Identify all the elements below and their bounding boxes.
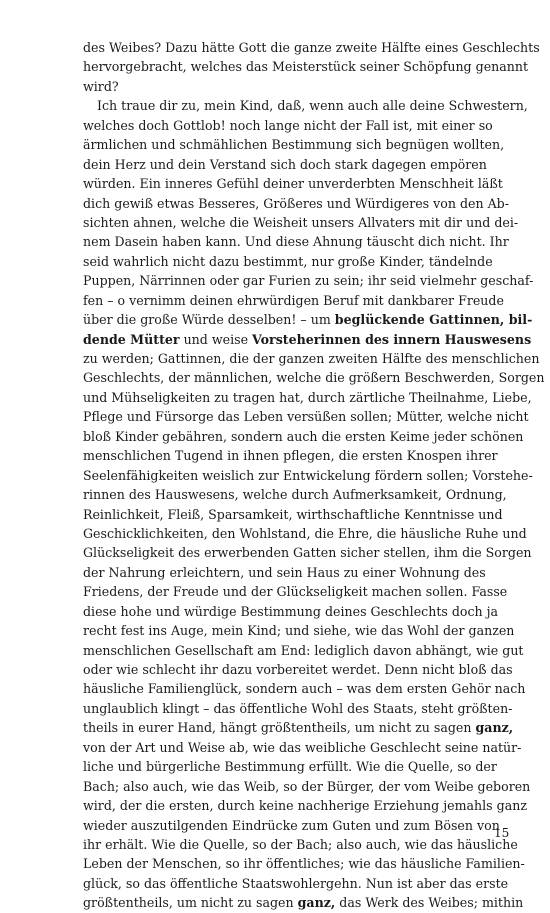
text-line — [83, 194, 510, 213]
text-line — [83, 446, 498, 465]
text-line — [83, 563, 486, 582]
text-segment: der Nahrung erleichtern, und sein Haus zu einer Wohnung des — [83, 564, 486, 580]
text-line — [83, 505, 503, 524]
text-segment: von der Art und Weise ab, wie das weibliche Geschlecht seine natür- — [83, 739, 522, 755]
text-line — [83, 291, 504, 310]
text-segment: häusliche Familienglück, sondern auch – was dem ersten Gehör nach — [83, 681, 526, 697]
text-segment: recht fest ins Auge, mein Kind; und siehe, wie das Wohl der ganzen — [83, 623, 515, 639]
bold-text: ganz, — [297, 895, 336, 911]
text-segment: rinnen des Hauswesens, welche durch Aufmerksamkeit, Ordnung, — [83, 487, 507, 503]
text-segment: menschlichen Tugend in ihnen pflegen, die ersten Knospen ihrer — [83, 448, 498, 464]
text-segment: und weise — [179, 331, 253, 347]
text-segment: des Weibes? Dazu hätte Gott die ganze zweite Hälfte eines Geschlechts — [83, 40, 540, 55]
text-segment: fen – o vernimm deinen ehrwürdigen Beruf mit dankbarer Freude — [83, 292, 504, 308]
text-segment: Geschlechts, der männlichen, welche die größern Beschwerden, Sorgen — [83, 370, 545, 386]
text-line — [83, 757, 497, 776]
text-segment: wieder auszutilgenden Eindrücke zum Guten und zum Bösen von — [83, 817, 500, 833]
text-segment: würden. Ein inneres Gefühl deiner unverderbten Menschheit läßt — [83, 176, 503, 192]
text-line — [83, 738, 522, 757]
text-segment: über die große Würde desselben! – um — [83, 312, 335, 328]
text-line — [83, 388, 532, 407]
text-segment: das Werk des Weibes; mithin — [335, 895, 524, 911]
text-segment: und Mühseligkeiten zu tragen hat, durch zärtliche Theilnahme, Liebe, — [83, 389, 532, 405]
text-segment: liche und bürgerliche Bestimmung erfüllt. Wie die Quelle, so der — [83, 759, 497, 775]
text-line — [83, 796, 527, 815]
text-segment: welches doch Gottlob! noch lange nicht der Fall ist, mit einer so — [83, 117, 493, 133]
text-line — [83, 155, 487, 174]
text-segment: Seelenfähigkeiten weislich zur Entwickelung fördern sollen; Vorstehe- — [83, 467, 533, 483]
text-line — [83, 38, 540, 57]
text-segment: Pflege und Fürsorge das Leben versüßen sollen; Mütter, welche nicht — [83, 409, 529, 425]
text-segment: bloß Kinder gebähren, sondern auch die ersten Keime jeder schönen — [83, 428, 524, 444]
text-line — [83, 718, 514, 737]
text-line — [83, 77, 467, 96]
text-line — [83, 232, 509, 251]
text-line — [83, 271, 534, 290]
text-segment: oder wie schlecht ihr dazu vorbereitet werdet. Denn nicht bloß das — [83, 662, 513, 677]
text-line — [83, 582, 508, 601]
text-segment: größtentheils, um nicht zu sagen — [83, 895, 298, 911]
text-line — [83, 699, 513, 718]
text-segment: Friedens, der Freude und der Glückseligkeit machen sollen. Fasse — [83, 584, 508, 600]
text-segment: unglaublich klingt – das öffentliche Wohl des Staats, steht größten- — [83, 700, 513, 716]
text-line — [83, 310, 533, 329]
text-line — [83, 854, 525, 873]
text-line — [83, 835, 518, 854]
bold-text: dende Mütter — [83, 331, 180, 347]
text-segment: Geschicklichkeiten, den Wohlstand, die Ehre, die häusliche Ruhe und — [83, 525, 527, 541]
text-segment: Glückseligkeit des erwerbenden Gatten sicher stellen, ihm die Sorgen — [83, 545, 532, 561]
text-segment: ärmlichen und schmählichen Bestimmung sich begnügen wollten, — [83, 137, 505, 153]
page-number: 15 — [494, 826, 510, 840]
text-segment: theils in eurer Hand, hängt größtentheils, um nicht zu sagen — [83, 720, 476, 736]
text-segment: ihr erhält. Wie die Quelle, so der Bach; also auch, wie das häusliche — [83, 836, 518, 852]
text-segment: Leben der Menschen, so ihr öffentliches; wie das häusliche Familien- — [83, 856, 525, 872]
text-line — [83, 116, 493, 135]
text-line — [83, 368, 545, 387]
text-segment: Puppen, Närrinnen oder gar Furien zu sein; ihr seid vielmehr geschaf- — [83, 273, 534, 289]
text-line — [83, 427, 524, 446]
text-line — [83, 679, 526, 698]
text-line — [83, 213, 519, 232]
text-line — [83, 466, 533, 485]
text-line — [83, 485, 507, 504]
text-segment: Ich traue dir zu, mein Kind, daß, wenn auch alle deine Schwestern, — [97, 98, 528, 114]
text-line — [83, 524, 527, 543]
text-line — [83, 874, 509, 893]
text-line — [83, 252, 493, 271]
text-line — [83, 893, 524, 912]
text-segment: Reinlichkeit, Fleiß, Sparsamkeit, wirthschaftliche Kenntnisse und — [83, 506, 503, 522]
text-line — [83, 96, 528, 115]
text-line — [83, 135, 505, 154]
text-segment: Bach; also auch, wie das Weib, so der Bürger, der vom Weibe geboren — [83, 778, 531, 794]
text-line — [83, 174, 503, 193]
text-segment: zu werden; Gattinnen, die der ganzen zweiten Hälfte des menschlichen — [83, 351, 540, 366]
text-line — [83, 777, 531, 796]
text-segment: nem Dasein haben kann. Und diese Ahnung täuscht dich nicht. Ihr — [83, 234, 509, 250]
text-segment: diese hohe und würdige Bestimmung deines Geschlechts doch ja — [83, 603, 499, 619]
text-line — [83, 660, 513, 679]
text-line — [83, 621, 515, 640]
text-segment: wird, der die ersten, durch keine nachherige Erziehung jemahls ganz — [83, 798, 527, 814]
bold-text: beglückende Gattinnen, bil- — [334, 312, 533, 328]
text-segment: wird? — [83, 78, 119, 94]
text-segment: glück, so das öffentliche Staatswohlergehn. Nun ist aber das erste — [83, 875, 509, 891]
text-segment: seid wahrlich nicht dazu bestimmt, nur große Kinder, tändelnde — [83, 253, 493, 269]
text-line — [83, 641, 524, 660]
text-segment: dein Herz und dein Verstand sich doch stark dagegen empören — [83, 156, 487, 172]
text-line — [83, 57, 529, 76]
text-segment: dich gewiß etwas Besseres, Größeres und Würdigeres von den Ab- — [83, 195, 510, 211]
text-segment: sichten ahnen, welche die Weisheit unsers Allvaters mit dir und dei- — [83, 214, 519, 230]
text-line — [83, 816, 500, 835]
text-segment: hervorgebracht, welches das Meisterstück seiner Schöpfung genannt — [83, 59, 529, 75]
text-line — [83, 602, 499, 621]
text-segment: menschlichen Gesellschaft am End: lediglich davon abhängt, wie gut — [83, 642, 524, 658]
text-line — [83, 330, 532, 349]
bold-text: Vorsteherinnen des innern Hauswesens — [252, 331, 532, 347]
text-line — [83, 349, 540, 368]
text-line — [83, 543, 532, 562]
text-line — [83, 407, 529, 426]
bold-text: ganz, — [475, 720, 514, 736]
